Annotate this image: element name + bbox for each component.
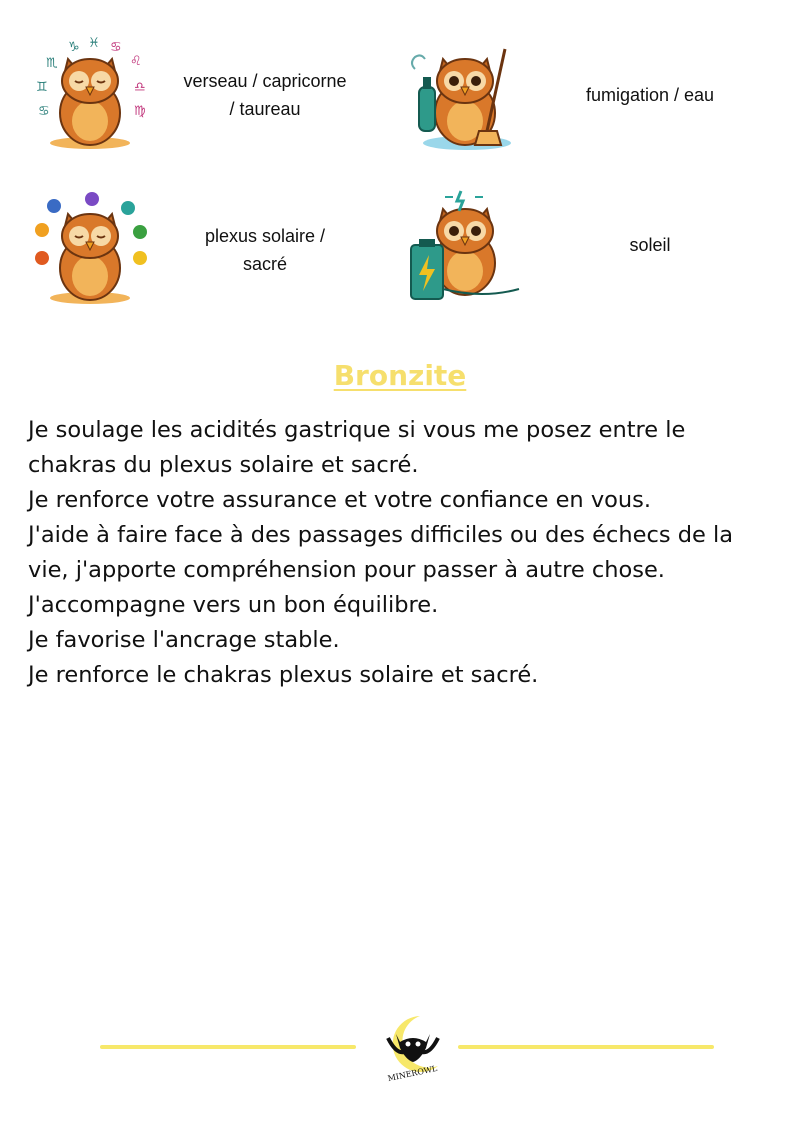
svg-text:♋: ♋ [110, 40, 122, 55]
charging-cell [405, 185, 765, 305]
description-line: Je soulage les acidités gastrique si vous me posez entre le chakras du plexus solaire et sacré. [28, 417, 686, 478]
chakras-label: plexus solaire / sacré [204, 226, 326, 274]
svg-text:♊: ♊ [36, 80, 48, 95]
svg-text:♋: ♋ [38, 104, 50, 119]
stone-title: Bronzite [333, 358, 467, 392]
astro-signs-cell [30, 35, 390, 155]
astro-signs-label: verseau / capricorne / taureau [183, 71, 347, 119]
owl-chakras-icon [30, 190, 150, 310]
logo-text: MINEROWL [386, 1063, 439, 1084]
info-grid [0, 0, 800, 320]
description-line: J'accompagne vers un bon équilibre. [28, 592, 439, 618]
svg-text:♓: ♓ [88, 36, 100, 51]
footer-divider-right [458, 1045, 714, 1049]
charging-label: soleil [629, 235, 671, 255]
cleansing-label: fumigation / eau [585, 85, 715, 105]
footer-divider-left [100, 1045, 356, 1049]
svg-text:♎: ♎ [134, 80, 146, 95]
svg-text:♏: ♏ [46, 56, 58, 71]
minerowl-logo [380, 1012, 446, 1084]
chakras-cell [30, 190, 390, 310]
stone-description [28, 413, 778, 693]
svg-text:♍: ♍ [134, 104, 146, 119]
owl-cleaning-icon [405, 35, 525, 155]
description-line: Je renforce votre assurance et votre confiance en vous. [28, 487, 652, 513]
description-line: Je renforce le chakras plexus solaire et sacré. [28, 662, 539, 688]
svg-text:♌: ♌ [130, 54, 142, 69]
owl-zodiac-icon [30, 35, 150, 155]
description-line: Je favorise l'ancrage stable. [28, 627, 340, 653]
description-line: J'aide à faire face à des passages difficiles ou des échecs de la vie, j'apporte compréhension pour passer à autre chose. [28, 522, 734, 583]
cleansing-cell [405, 35, 765, 155]
owl-battery-icon [405, 185, 525, 305]
svg-text:♑: ♑ [68, 40, 80, 55]
